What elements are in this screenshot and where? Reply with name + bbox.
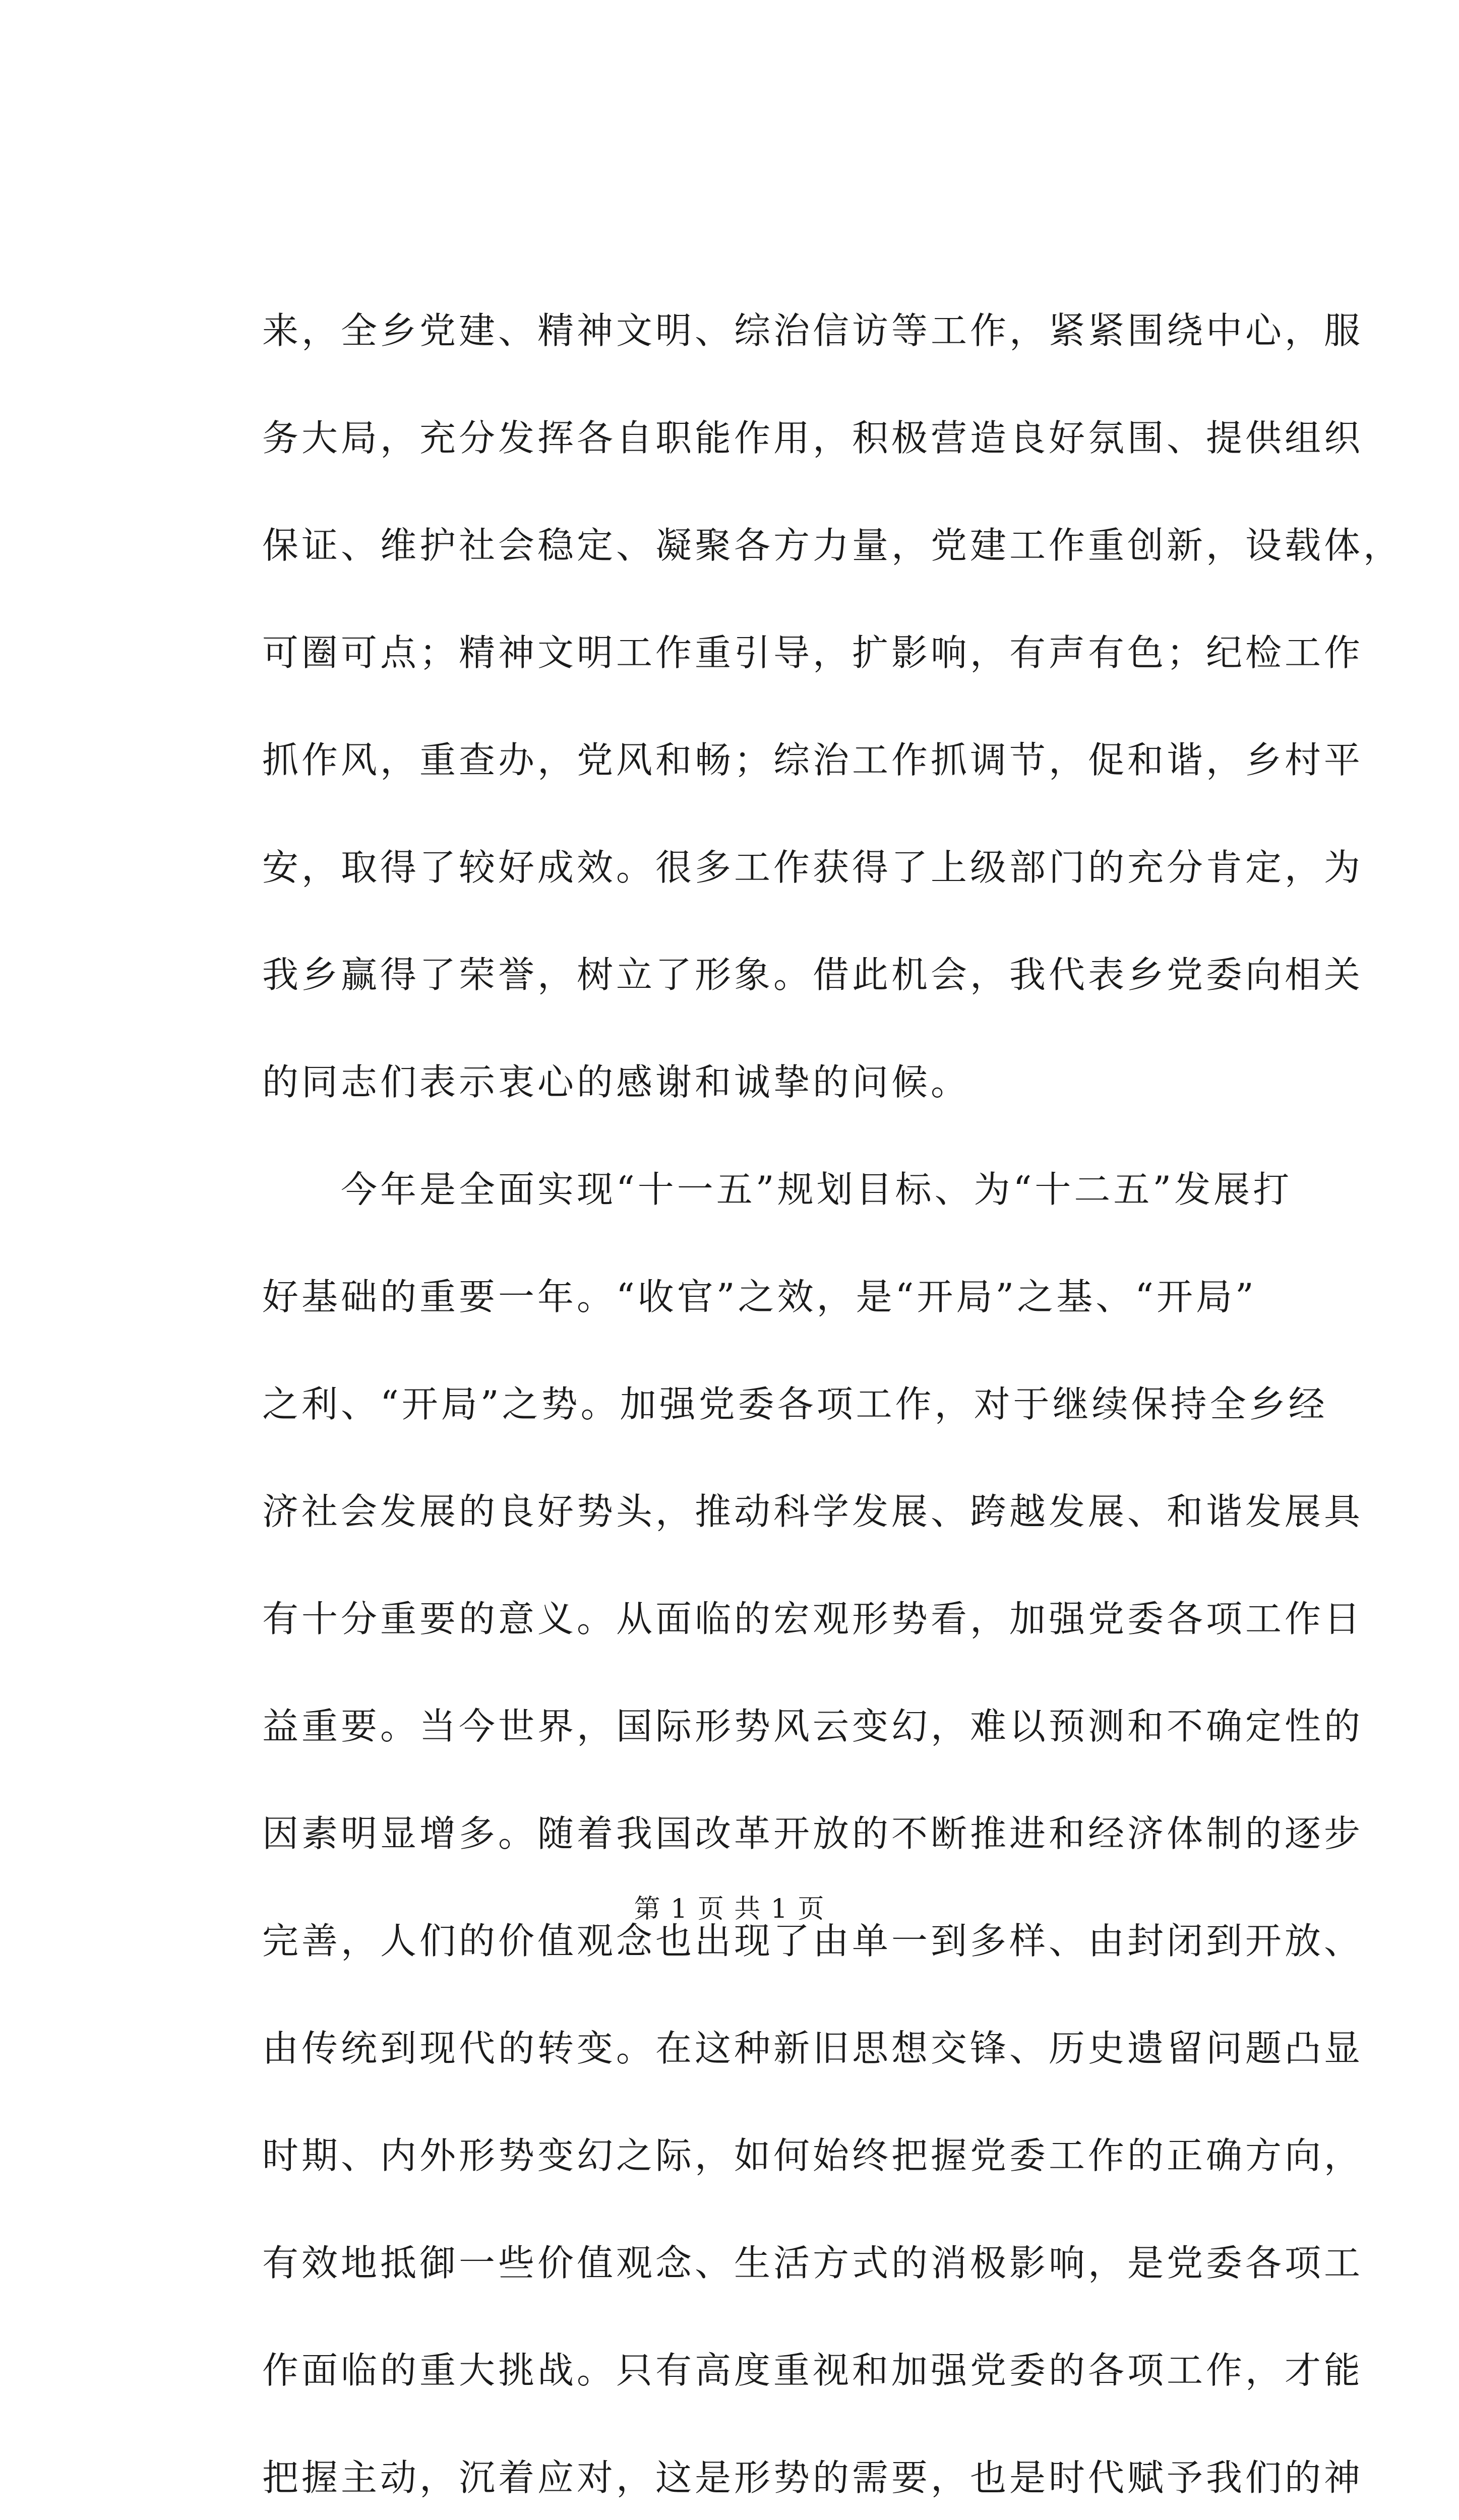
text-line: 的同志们表示衷心的感谢和诚挚的问候。	[262, 1061, 970, 1103]
text-line: 济社会发展的良好势头，推动科学发展、跨越发展、和谐发展具	[262, 1490, 1364, 1533]
text-line: 安，取得了较好成效。很多工作获得了上级部门的充分肯定，为	[262, 846, 1364, 889]
text-line: 好基础的重要一年。“收官”之效，是“开局”之基、“开局”	[262, 1276, 1257, 1318]
text-line: 之利、“开局”之势。加强党委各项工作，对于继续保持全乡经	[262, 1383, 1328, 1425]
text-line: 把握主动，沉着应对，这是形势的需要，也是时代赋予我们的神	[262, 2456, 1364, 2499]
text-line: 完善，人们的价值观念也出现了由单一到多样、由封闭到开放、	[262, 1920, 1364, 1962]
body-text	[262, 277, 1403, 2520]
text-line: 作面临的重大挑战。只有高度重视和加强党委的各项工作，才能	[262, 2349, 1364, 2391]
text-line: 可圈可点；精神文明工作重引导，扩影响，有声有色；纪检工作	[262, 632, 1364, 674]
text-line: 务大局，充分发挥各自职能作用，积极营造良好氛围、提供组织	[262, 417, 1364, 459]
text-line: 抓作风，重查办，党风和畅；综治工作抓调节，促和谐，乡村平	[262, 739, 1364, 781]
page-footer: 第 1 页 共 1 页	[634, 1894, 825, 1924]
text-line: 今年是全面实现“十一五”规划目标、为“十二五”发展打	[262, 1168, 1293, 1211]
text-line: 我乡赢得了荣誉，树立了形象。借此机会，我代表乡党委向相关	[262, 954, 1364, 996]
text-line: 益重要。当今世界，国际形势风云变幻，难以预测和不确定性的	[262, 1705, 1364, 1747]
text-line: 有十分重要的意义。从面临的宏观形势看，加强党委各项工作日	[262, 1598, 1364, 1640]
text-line: 由传统到现代的转变。在这种新旧思想交锋、历史遗留问题凸显	[262, 2027, 1364, 2069]
text-line: 因素明显增多。随着我国改革开放的不断推进和经济体制的逐步	[262, 1812, 1364, 1855]
text-line: 时期、内外形势变幻之际，如何始终把握党委工作的正确方向，	[262, 2134, 1364, 2177]
text-line: 有效地抵御一些价值观念、生活方式的消极影响，是党委各项工	[262, 2242, 1364, 2284]
text-line: 保证、维护社会稳定、凝聚各方力量，党建工作重创新，设载体，	[262, 524, 1403, 566]
text-line: 来，全乡党建、精神文明、综治信访等工作，紧紧围绕中心，服	[262, 309, 1364, 352]
